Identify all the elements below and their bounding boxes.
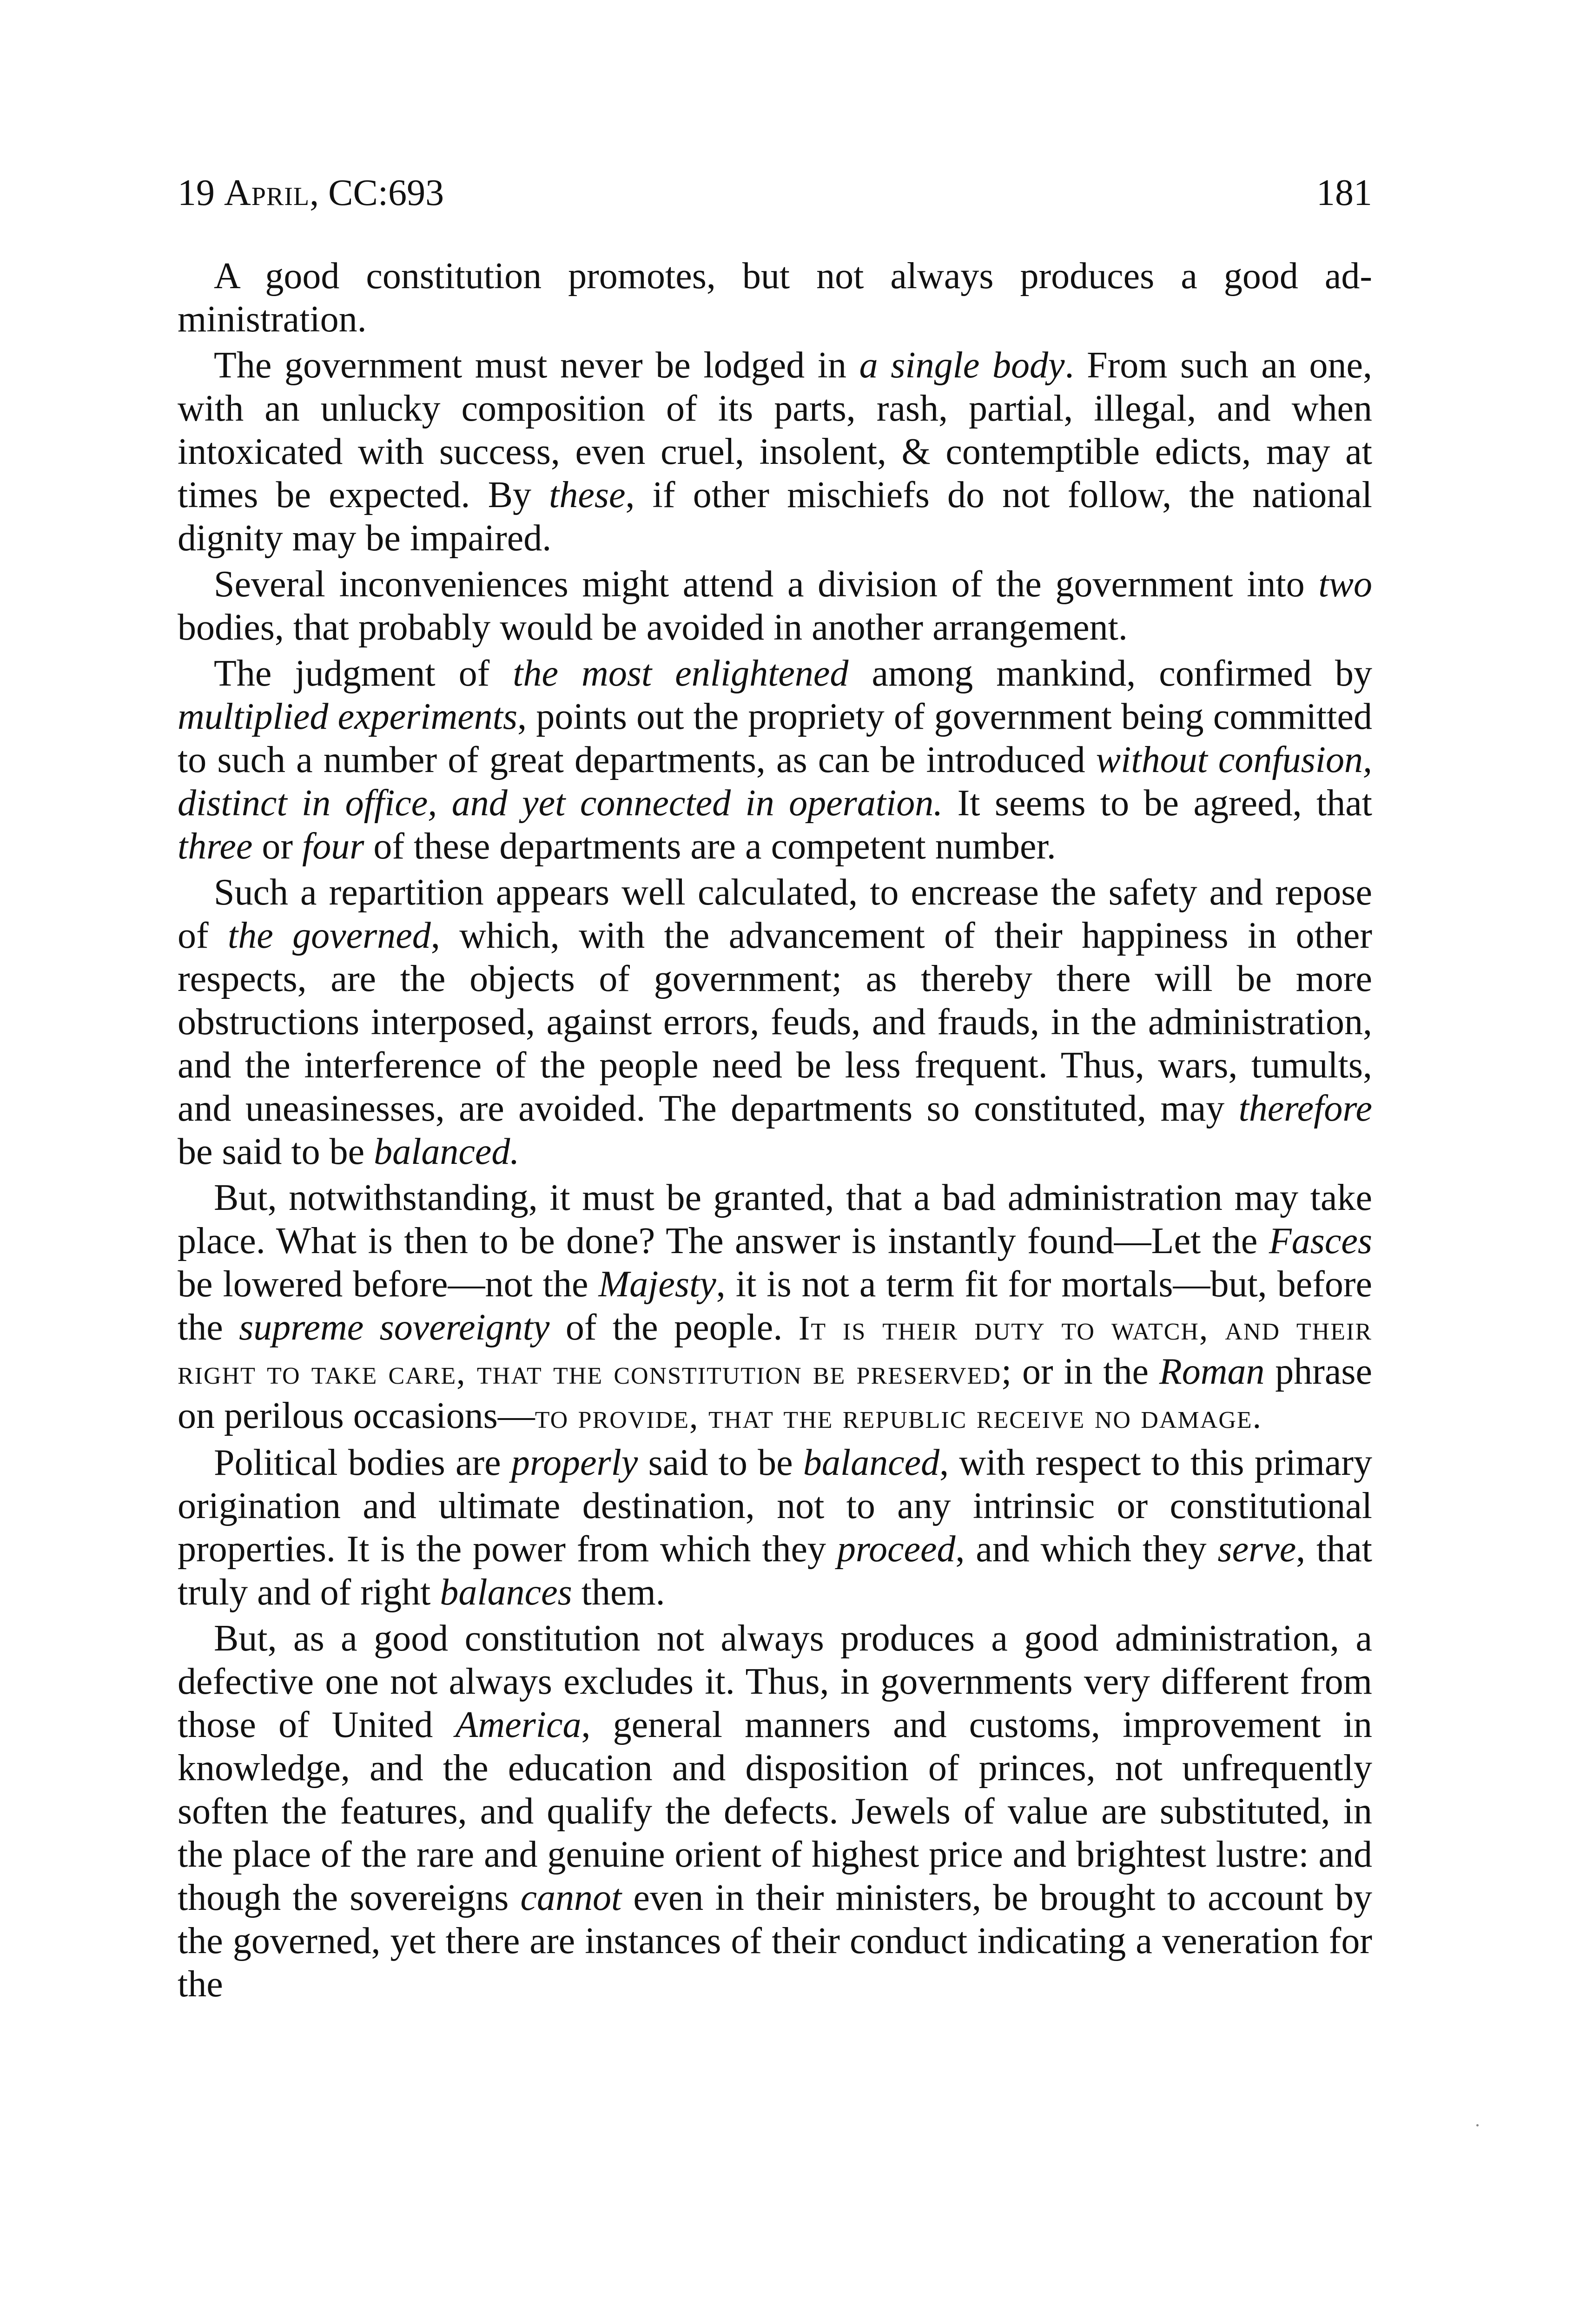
italic-run: proceed [837,1529,956,1570]
text-run: A good constitution promotes, but not always produces a good administration. [178,256,1372,340]
text-run: It seems to be agreed, that [943,783,1372,824]
italic-run: supreme sovereignty [239,1307,550,1348]
paragraph [178,344,1372,560]
running-head-date-ref [178,165,444,221]
small-caps-run: It is their duty to watch, and their right to take care, that the constitution be preserved [178,1309,1373,1392]
italic-run: two [1318,564,1372,605]
text-run: bodies, that probably would be avoided in another arrangement. [178,607,1128,648]
text-run: , it is not a term fit for mortals—but, before the [178,1264,1373,1348]
paragraph [178,652,1372,868]
paragraph [178,255,1372,341]
running-head-month: April [224,172,310,213]
text-run: But, notwithstanding, it must be granted, that a bad administration may take place. What is then to be done? The answer is instantly found—Let the [178,1177,1372,1261]
body-text [178,255,1372,2009]
paragraph [178,1617,1372,2006]
text-run: Political bodies are [214,1442,511,1483]
italic-run: balanced. [374,1131,520,1172]
text-run: , if other mischiefs do not follow, the national dignity may be impaired. [178,475,1373,559]
italic-run: three [178,826,253,867]
scan-speck [1476,2124,1479,2126]
text-run: even in their ministers, be brought to account by the governed, yet there are instances of their conduct indicating a veneration for the [178,1877,1373,2005]
italic-run: these [549,475,626,515]
paragraph [178,563,1372,649]
text-run: , points out the propriety of government being committed to such a number of great departments, as can be introduced [178,696,1373,780]
text-run: of these departments are a competent number. [364,826,1056,867]
text-run: be lowered before—not the [178,1264,599,1305]
italic-run: Roman [1159,1351,1265,1392]
paragraph [178,1176,1372,1439]
text-run: among mankind, confirmed by [848,653,1373,694]
italic-run: serve [1217,1529,1296,1570]
text-run: . From such an one, with an unlucky composition of its parts, rash, partial, illegal, and when intoxicated with success, even cruel, insolent, & contemptible edicts, may at times be expected. By [178,345,1372,515]
italic-run: America [455,1704,582,1745]
text-run: them. [572,1572,665,1613]
paragraph [178,1441,1372,1614]
text-run: , that truly and of right [178,1529,1373,1613]
text-run: , with respect to this primary origination and ultimate destination, not to any intrinsic or constitutional properties. It is the power from which they [178,1442,1373,1570]
text-run: , and which they [955,1529,1218,1570]
italic-run: Majesty [598,1264,716,1305]
text-run: , which, with the advancement of their happiness in other respects, are the objects of government; as thereby there will be more obstructions interposed, against errors, feuds, and frauds, in the administration, and the interference of the people need be less frequent. Thus, wars, tumults, and uneasinesses, are avoided. The departments so constituted, may [178,915,1373,1129]
text-run: Such a repartition appears well calculated, to encrease the safety and repose of [178,872,1372,956]
italic-run: therefore [1238,1088,1372,1129]
small-caps-run: to provide, that the republic receive no damage. [535,1398,1262,1436]
italic-run: cannot [520,1877,622,1918]
text-run: The government must never be lodged in [214,345,859,386]
italic-run: multiplied experiments [178,696,518,737]
text-run: be said to be [178,1131,374,1172]
text-run: said to be [638,1442,803,1483]
text-run: The judgment of [214,653,513,694]
text-run: , general manners and customs, improvement in knowledge, and the education and disposition of princes, not unfrequently soften the features, and qualify the defects. Jewels of value are substituted, in the place of the rare and genuine orient of highest price and brightest lustre: and though the sovereigns [178,1704,1372,1918]
text-run: of the people. [549,1307,799,1348]
text-run: or [252,826,303,867]
text-run: Several inconveniences might attend a division of the government into [214,564,1319,605]
italic-run: the most enlightened [513,653,849,694]
italic-run: properly [511,1442,638,1483]
italic-run: Fasces [1269,1221,1372,1261]
running-head [178,165,1372,221]
italic-run: balances [440,1572,572,1613]
italic-run: a single body [859,345,1065,386]
page-number: 181 [1316,172,1372,213]
text-run: phrase on perilous occasions— [178,1351,1373,1436]
running-head-document-ref: , CC:693 [310,172,444,213]
italic-run: four [302,826,364,867]
text-run: ; or in the [1001,1351,1159,1392]
text-run: But, as a good constitution not always produces a good administration, a defective one not always excludes it. Thus, in governments very different from those of United [178,1618,1372,1745]
italic-run: the governed [228,915,431,956]
running-head-date-prefix: 19 [178,172,224,213]
paragraph [178,871,1372,1174]
italic-run: balanced [803,1442,940,1483]
italic-run: without confusion, distinct in office, and yet connected in operation. [178,739,1372,824]
